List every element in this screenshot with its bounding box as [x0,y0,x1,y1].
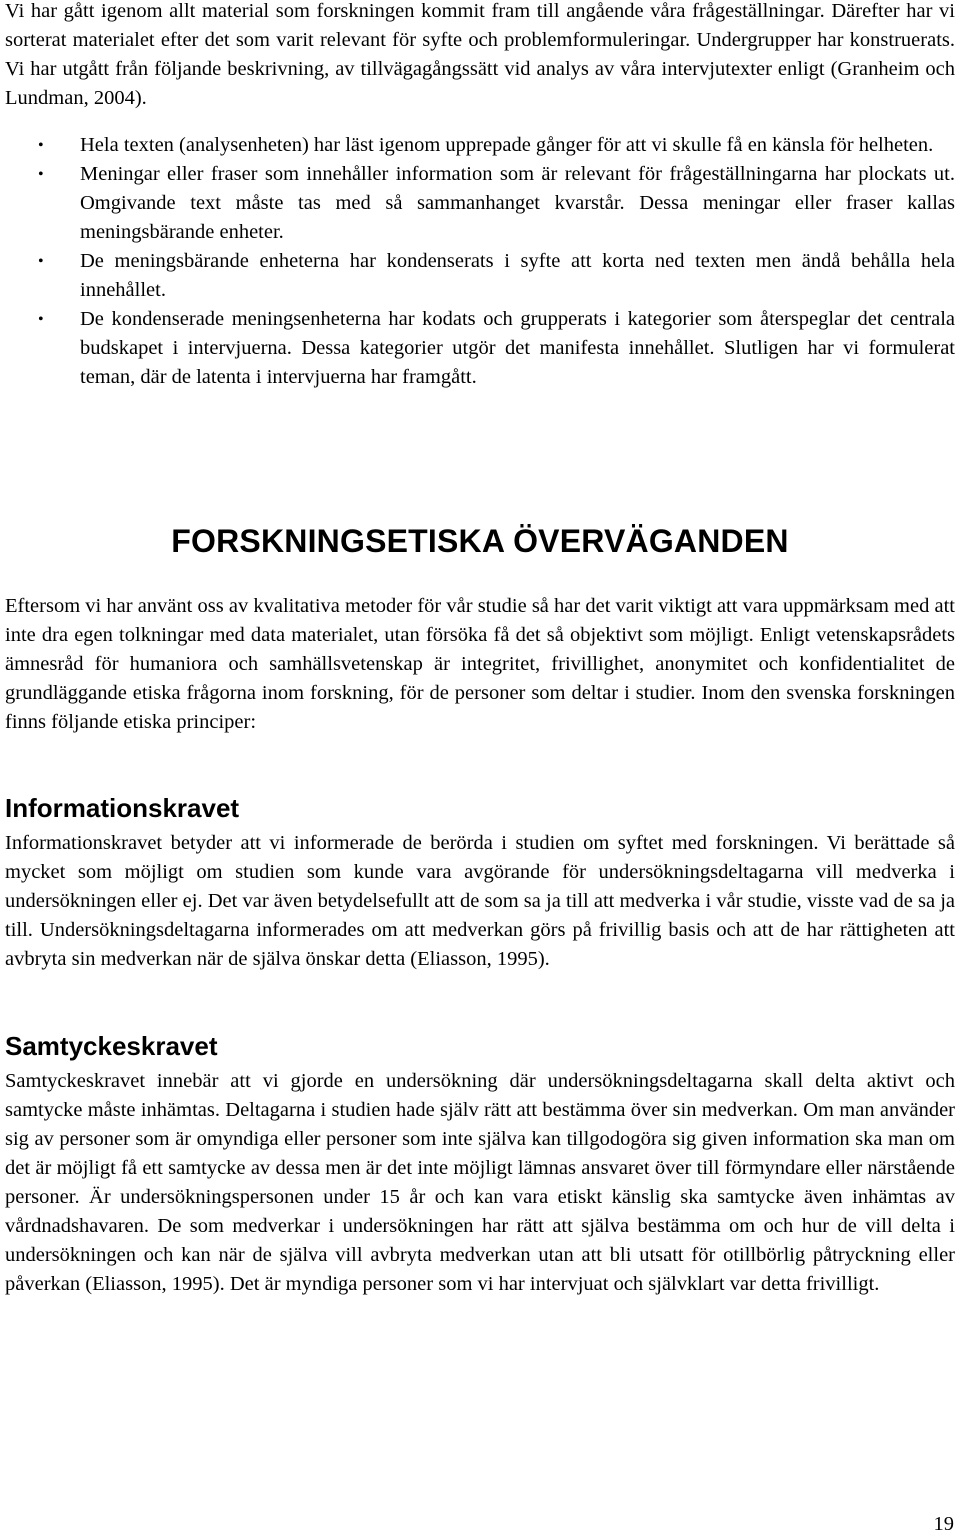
consent-requirement-section [5,1030,955,1299]
list-item-text: De kondenserade meningsenheterna har kodats och grupperats i kategorier som återspeglar det centrala budskapet i intervjuerna. Dessa kategorier utgör det manifesta innehållet. Slutligen har vi formulerat teman, där de latenta i intervjuerna har framgått. [80,308,955,388]
list-item [5,305,955,392]
intro-paragraph: Vi har gått igenom allt material som forskningen kommit fram till angående våra frågeställningar. Därefter har vi sorterat materialet efter det som varit relevant för syfte och problemformuleringar. Undergrupper har konstruerats. Vi har utgått från följande beskrivning, av tillvägagångssätt vid analys av våra intervjutexter enligt (Granheim och Lundman, 2004). [5,0,955,109]
consent-paragraph: Samtyckeskravet innebär att vi gjorde en undersökning där undersökningsdeltagarna skall delta aktivt och samtycke måste inhämtas. Deltagarna i studien hade själv rätt att bestämma över sin medverkan. Om man använder sig av personer som är omyndiga eller personer som inte själva kan tillgodogöra sig given information ska man om det är möjligt få ett samtycke av dessa men är det inte möjligt lämnas ansvaret över till förmyndare eller närstående personer. Är undersökningspersonen under 15 år och kan vara etiskt känslig ska samtycke även inhämtas av vårdnadshavaren. De som medverkar i undersökningen har rätt att själva bestämma om och hur de vill delta i undersökningen och kan när de själva vill avbryta medverkan utan att bli utsatt för otillbörlig påtryckning eller påverkan (Eliasson, 1995). Det är myndiga personer som vi har intervjuat och självklart var detta frivilligt. [5,1070,955,1295]
bullet-icon: • [38,166,44,183]
list-item [5,131,955,160]
list-item [5,247,955,305]
ethics-section [5,592,955,737]
information-paragraph: Informationskravet betyder att vi informerade de berörda i studien om syftet med forskningen. Vi berättade så mycket som möjligt om studien som kunde vara avgörande för undersökningsdeltagarna vill medverka i undersökningen eller ej. Det var även betydelsefullt att de som sa ja till att medverka i vår studie, visste vad de sa ja till. Undersökningsdeltagarna informerades om att medverkan görs på frivillig basis och att de har rättigheten att avbryta sin medverkan när de själva önskar detta (Eliasson, 1995). [5,832,955,970]
subsection-heading-consent: Samtyckeskravet [5,1031,218,1061]
intro-section [5,0,955,392]
ethics-paragraph: Eftersom vi har använt oss av kvalitativa metoder för vår studie så har det varit viktigt att vara uppmärksam med att inte dra egen tolkningar med data materialet, utan försöka få det så objektivt som möjligt. Enligt vetenskapsrådets ämnesråd för humaniora och samhällsvetenskap är integritet, frivillighet, anonymitet och konfidentialitet de grundläggande etiska frågorna inom forskning, för de personer som deltar i studier. Inom den svenska forskningen finns följande etiska principer: [5,595,955,733]
list-item-text: Meningar eller fraser som innehåller information som är relevant för frågeställningarna har plockats ut. Omgivande text måste tas med så sammanhanget kvarstår. Dessa meningar eller fraser kallas meningsbärande enheter. [80,163,955,243]
bullet-icon: • [38,137,44,154]
list-item-text: Hela texten (analysenheten) har läst igenom upprepade gånger för att vi skulle få en känsla för helheten. [80,134,934,156]
bullet-icon: • [38,253,44,270]
list-item-text: De meningsbärande enheterna har kondenserats i syfte att korta ned texten men ändå behålla hela innehållet. [80,250,955,301]
bullet-icon: • [38,311,44,328]
analysis-steps-list [5,131,955,392]
section-heading-ethics: FORSKNINGSETISKA ÖVERVÄGANDEN [171,523,789,559]
list-item [5,160,955,247]
page-number: 19 [933,1513,954,1535]
information-requirement-section [5,792,955,974]
subsection-heading-information: Informationskravet [5,793,240,823]
